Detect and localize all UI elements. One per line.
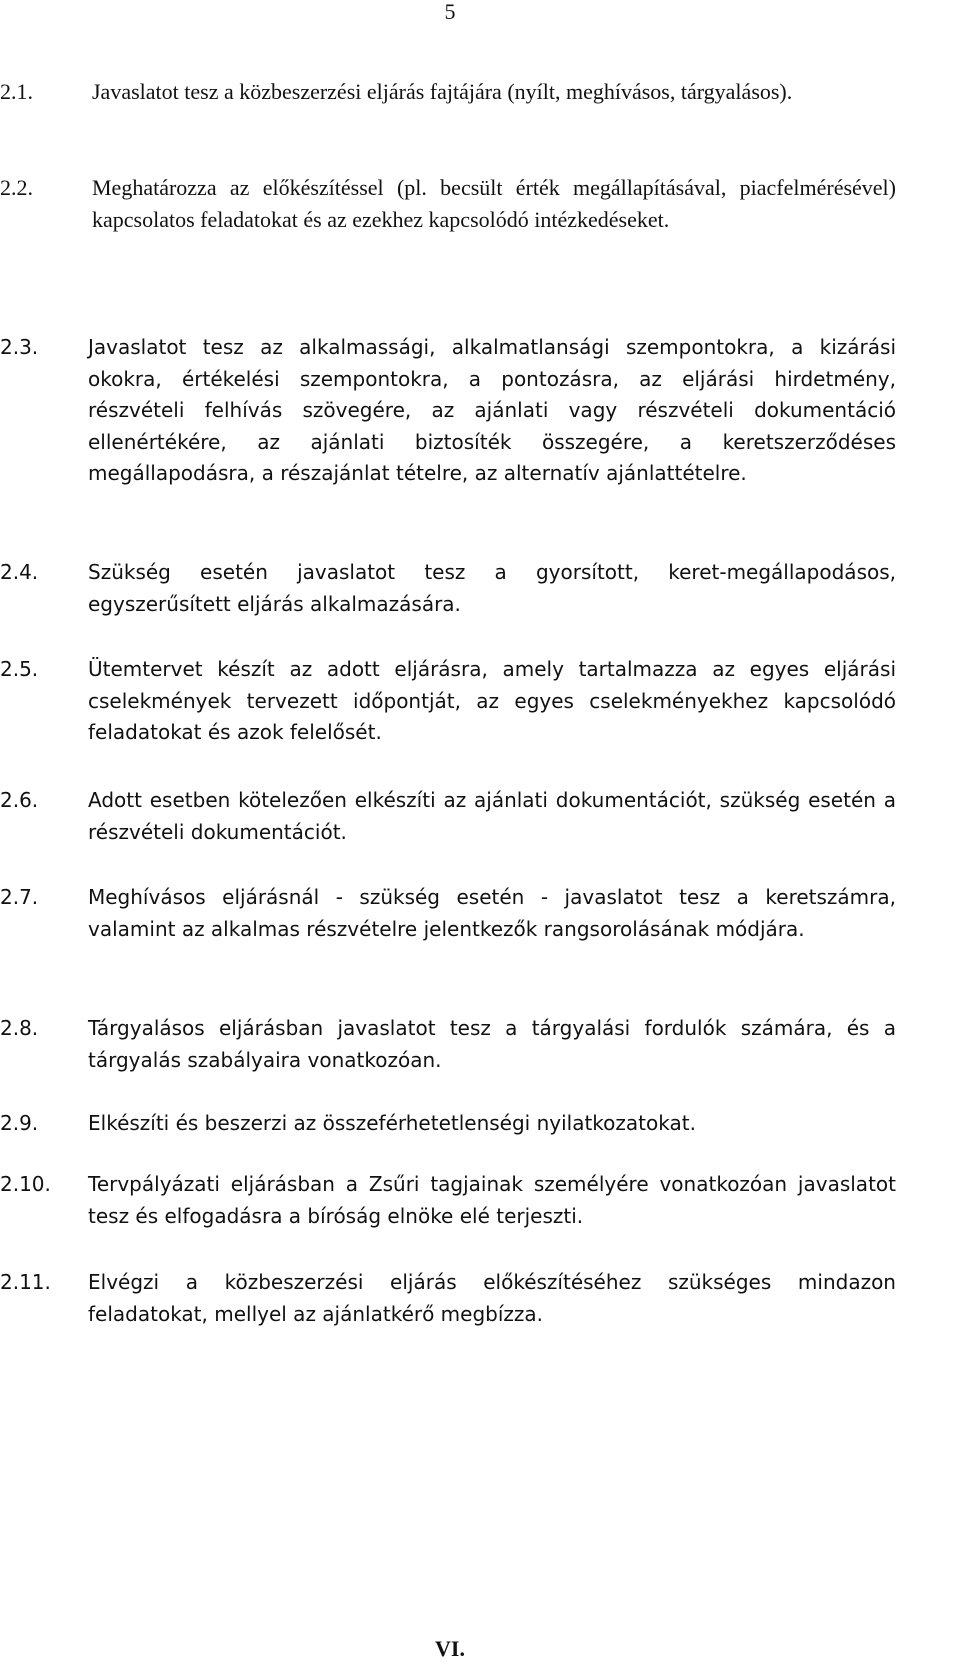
item-text: Elkészíti és beszerzi az összeférhetetlenségi nyilatkozatokat. xyxy=(88,1111,696,1135)
item-number: 2.7. xyxy=(0,885,39,909)
item-text: Javaslatot tesz az alkalmassági, alkalmatlansági szempontokra, a kizárási okokra, értékelési szempontokra, a pontozásra, az eljárási hirdetmény, részvételi felhívás szövegére, az ajánlati vagy részvételi dokumentáció ellenértékére, az ajánlati biztosíték összegére, a keretszerződéses megállapodásra, a részajánlat tételre, az alternatív ajánlattételre. xyxy=(88,335,896,485)
item-number: 2.5. xyxy=(0,657,39,681)
item-text: Szükség esetén javaslatot tesz a gyorsított, keret-megállapodásos, egyszerűsített eljárás alkalmazására. xyxy=(88,560,896,616)
item-number: 2.10. xyxy=(0,1172,51,1196)
item-number: 2.9. xyxy=(0,1111,39,1135)
item-number: 2.11. xyxy=(0,1270,51,1294)
item-number: 2.3. xyxy=(0,335,39,359)
item-number: 2.4. xyxy=(0,560,39,584)
item-text: Meghívásos eljárásnál - szükség esetén - javaslatot tesz a keretszámra, valamint az alkalmas részvételre jelentkezők rangsorolásának módjára. xyxy=(88,885,896,941)
item-text: Adott esetben kötelezően elkészíti az ajánlati dokumentációt, szükség esetén a részvételi dokumentációt. xyxy=(88,788,896,844)
item-text: Meghatározza az előkészítéssel (pl. becsült érték megállapításával, piacfelmérésével) kapcsolatos feladatokat és az ezekhez kapcsolódó intézkedéseket. xyxy=(92,175,896,232)
item-number: 2.1. xyxy=(0,79,33,104)
item-number: 2.2. xyxy=(0,175,33,200)
section-heading: VI. xyxy=(435,1636,465,1661)
item-text: Elvégzi a közbeszerzési eljárás előkészítéséhez szükséges mindazon feladatokat, mellyel az ajánlatkérő megbízza. xyxy=(88,1270,896,1326)
item-number: 2.8. xyxy=(0,1016,39,1040)
item-text: Javaslatot tesz a közbeszerzési eljárás fajtájára (nyílt, meghívásos, tárgyalásos). xyxy=(92,79,793,104)
item-text: Tárgyalásos eljárásban javaslatot tesz a tárgyalási fordulók számára, és a tárgyalás szabályaira vonatkozóan. xyxy=(88,1016,896,1072)
item-text: Tervpályázati eljárásban a Zsűri tagjainak személyére vonatkozóan javaslatot tesz és elfogadásra a bíróság elnöke elé terjeszti. xyxy=(88,1172,896,1228)
page-number: 5 xyxy=(444,0,456,24)
item-text: Ütemtervet készít az adott eljárásra, amely tartalmazza az egyes eljárási cselekmények tervezett időpontját, az egyes cselekményekhez kapcsolódó feladatokat és azok felelősét. xyxy=(88,657,896,744)
item-number: 2.6. xyxy=(0,788,39,812)
